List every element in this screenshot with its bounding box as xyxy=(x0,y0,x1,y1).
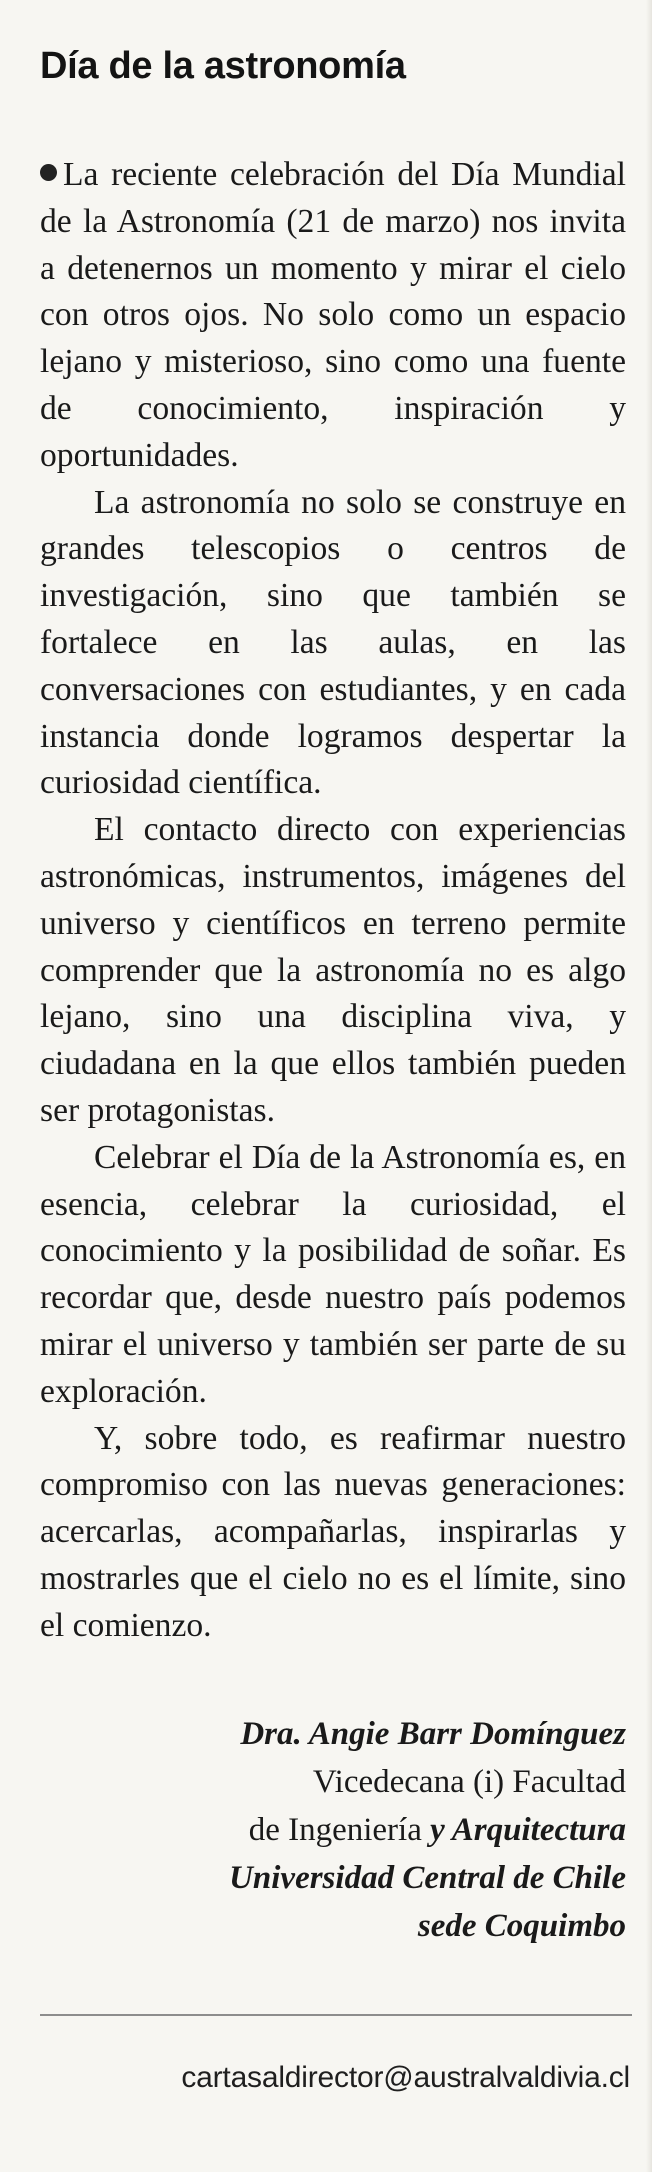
contact-email: cartasaldirector@australvaldivia.cl xyxy=(181,2061,630,2094)
paragraph-1-text: La reciente celebración del Día Mundial de la Astronomía (21 de marzo) nos invita a detenernos un momento y mirar el cielo con otros ojos. No solo como un espacio lejano y misterioso, sino como una fuente de conocimiento, inspiración y oportunidades. xyxy=(40,156,626,474)
headline: Día de la astronomía xyxy=(40,45,406,87)
author-university: Universidad Central de Chile xyxy=(229,1859,626,1896)
author-campus: sede Coquimbo xyxy=(417,1907,626,1944)
faculty-start: de Ingeniería xyxy=(248,1811,422,1848)
signature-block xyxy=(40,1710,626,1950)
author-faculty xyxy=(40,1806,626,1854)
paragraph-4: Celebrar el Día de la Astronomía es, en esencia, celebrar la curiosidad, el conocimiento y la posibilidad de soñar. Es recordar que, desde nuestro país podemos mirar el universo y también ser parte de su exploración. xyxy=(40,1138,626,1410)
footer-divider xyxy=(40,2014,632,2016)
bullet-icon xyxy=(40,164,57,181)
paragraph-1 xyxy=(40,152,626,480)
paragraph-5: Y, sobre todo, es reafirmar nuestro compromiso con las nuevas generaciones: acercarlas, acompañarlas, inspirarlas y mostrarles que el cielo no es el límite, sino el comienzo. xyxy=(40,1419,626,1644)
author-name: Dra. Angie Barr Domínguez xyxy=(240,1715,626,1752)
page-edge-shadow xyxy=(646,0,652,2172)
letter-body xyxy=(40,152,626,1650)
paragraph-2: La astronomía no solo se construye en grandes telescopios o centros de investigación, sino que también se fortalece en las aulas, en las conversaciones con estudiantes, y en cada instancia donde logramos despertar la curiosidad científica. xyxy=(40,483,626,802)
faculty-end: Arquitectura xyxy=(451,1811,626,1848)
faculty-conjunction: y xyxy=(421,1811,452,1848)
paragraph-3: El contacto directo con experiencias astronómicas, instrumentos, imágenes del universo y científicos en terreno permite comprender que la astronomía no es algo lejano, sino una disciplina viva, y ciudadana en la que ellos también pueden ser protagonistas. xyxy=(40,811,626,1129)
author-role: Vicedecana (i) Facultad xyxy=(312,1763,626,1800)
